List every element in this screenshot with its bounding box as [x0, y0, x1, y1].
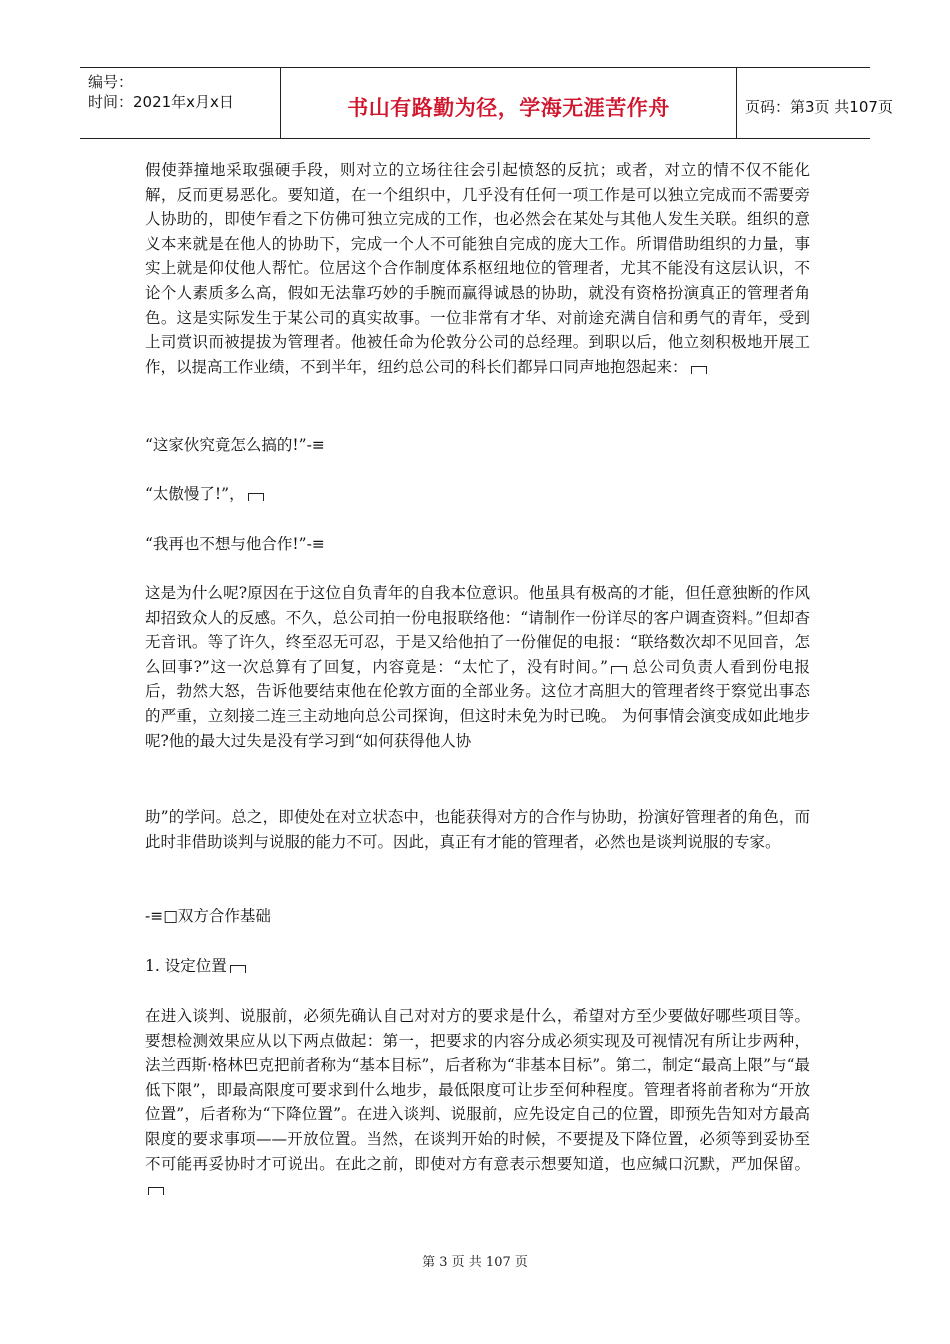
- paragraph-mark-icon: [248, 493, 264, 501]
- header-page-number: 页码：第3页 共107页: [745, 97, 893, 116]
- page-footer: 第 3 页 共 107 页: [422, 1255, 528, 1270]
- paragraph-3: 助”的学问。总之，即使处在对立状态中，也能获得对方的合作与协助，扮演好管理者的角色，而此时非借助谈判与说服的能力不可。因此，真正有才能的管理者，必然也是谈判说服的专家。: [145, 808, 810, 851]
- paragraph-2: 这是为什么呢?原因在于这位自负青年的自我本位意识。他虽具有极高的才能，但任意独断的作风却招致众人的反感。不久，总公司拍一份电报联络他：“请制作一份详尽的客户调查资料。”但却杳无音讯。等了许久，终至忍无可忍，于是又给他拍了一份催促的电报：“联络数次却不见回音，怎么回事?”这一次总算有了回复，内容竟是：“太忙了，没有时间。” 总公司负责人看到份电报后，勃然大怒，告诉他要结束他在伦敦方面的全部业务。这位才高胆大的管理者终于察觉出事态的严重，立刻接二连三主动地向总公司探询，但这时未免为时已晚。 为何事情会演变成如此地步呢?他的最大过失是没有学习到“如何获得他人协: [145, 584, 810, 750]
- page-header: [80, 67, 893, 139]
- header-motto-cell: [280, 68, 737, 138]
- paragraph-mark-icon: [148, 1187, 164, 1195]
- quote-line-3: “我再也不想与他合作!”-≡: [145, 535, 325, 553]
- header-page-cell: [737, 68, 893, 138]
- quote-line-2: “太傲慢了!”，: [145, 482, 810, 507]
- paragraph-1: 假使莽撞地采取强硬手段，则对立的立场往往会引起愤怒的反抗；或者，对立的情不仅不能化解，反而更易恶化。要知道，在一个组织中，几乎没有任何一项工作是可以独立完成而不需要旁人协助的，即使乍看之下仿佛可独立完成的工作，也必然会在某处与其他人发生关联。组织的意义本来就是在他人的协助下，完成一个人不可能独自完成的庞大工作。所谓借助组织的力量，事实上就是仰仗他人帮忙。位居这个合作制度体系枢纽地位的管理者，尤其不能没有这层认识，不论个人素质多么高，假如无法靠巧妙的手腕而赢得诚恳的协助，就没有资格扮演真正的管理者角色。这是实际发生于某公司的真实故事。一位非常有才华、对前途充满自信和勇气的青年，受到上司赏识而被提拔为管理者。他被任命为伦敦分公司的总经理。到职以后，他立刻积极地开展工作，以提高工作业绩，不到半年，纽约总公司的科长们都异口同声地抱怨起来：: [145, 161, 810, 376]
- header-motto: 书山有路勤为径，学海无涯苦作舟: [347, 96, 670, 120]
- paragraph-4: 在进入谈判、说服前，必须先确认自己对对方的要求是什么，希望对方至少要做好哪些项目等。要想检测效果应从以下两点做起：第一，把要求的内容分成必须实现及可视情况有所让步两种，法兰西斯·格林巴克把前者称为“基本目标”，后者称为“非基本目标”。第二，制定“最高上限”与“最低下限”，即最高限度可要求到什么地步，最低限度可让步至何种程度。管理者将前者称为“开放位置”，后者称为“下降位置”。在进入谈判、说服前，应先设定自己的位置，即预先告知对方最高限度的要求事项——开放位置。当然，在谈判开始的时候，不要提及下降位置，必须等到妥协至不可能再妥协时才可说出。在此之前，即使对方有意表示想要知道，也应缄口沉默，严加保留。: [145, 1004, 810, 1201]
- paragraph-mark-icon: [691, 366, 707, 374]
- document-number-label: 编号：: [88, 73, 134, 91]
- paragraph-mark-icon: [611, 666, 627, 674]
- document-date-label: 时间：2021年x月x日: [88, 93, 234, 111]
- subsection-heading: 1. 设定位置: [145, 954, 810, 979]
- paragraph-mark-icon: [230, 965, 246, 973]
- section-heading: -≡□双方合作基础: [145, 907, 271, 925]
- quote-line-1: “这家伙究竟怎么搞的!”-≡: [145, 436, 325, 454]
- header-info-cell: [80, 68, 278, 138]
